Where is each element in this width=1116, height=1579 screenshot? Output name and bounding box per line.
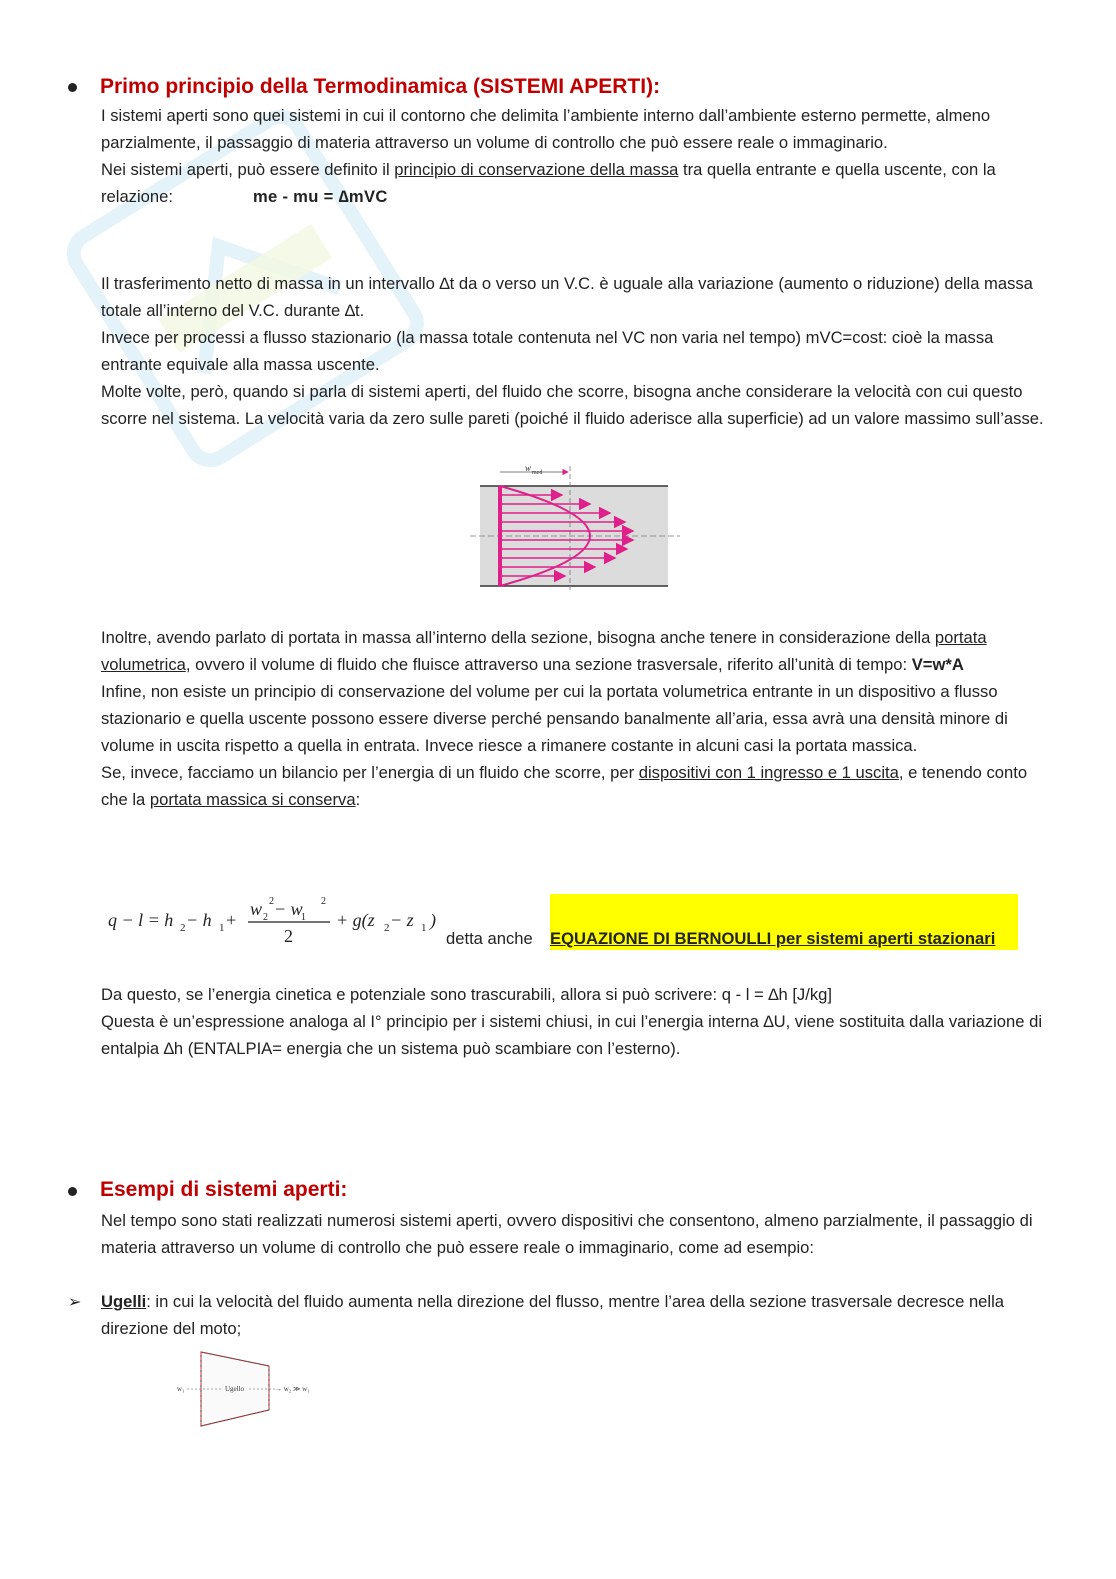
formula-sub: 2 <box>263 912 268 923</box>
text: : in cui la velocità del fluido aumenta nella direzione del flusso, mentre l’area della sezione trasversale decresce nella direzione del moto; <box>101 1292 1005 1338</box>
text: , e tenendo conto che la <box>101 763 1028 809</box>
section-heading-primo-principio: Primo principio della Termodinamica (SISTEMI APERTI): <box>100 75 661 98</box>
nozzle-outlet-label: → w₂ ≫ w₁ <box>275 1385 310 1393</box>
list-item-ugelli <box>101 1288 1051 1342</box>
formula-sub: 1 <box>301 912 306 923</box>
formula-lhs: q − l = h <box>108 910 174 930</box>
formula-sub: 1 <box>219 922 225 934</box>
paragraph: I sistemi aperti sono quei sistemi in cui il contorno che delimita l’ambiente interno dall’ambiente esterno permette, almeno parzialmente, il passaggio di materia attraverso un volume di controllo che può essere reale o immaginario. <box>101 106 991 152</box>
underlined-term: dispositivi con 1 ingresso e 1 uscita <box>638 763 899 782</box>
detta-anche-text: detta anche <box>446 929 533 948</box>
formula-num-w: w <box>250 899 263 919</box>
nozzle-label: Ugello <box>225 1385 245 1393</box>
bernoulli-formula <box>108 892 448 950</box>
paragraph-block-4 <box>101 981 1051 1062</box>
bullet <box>68 1187 77 1196</box>
paragraph: Invece per processi a flusso stazionario (la massa totale contenuta nel VC non varia nel tempo) mVC=cost: cioè la massa entrante equivale alla massa uscente. <box>101 328 994 374</box>
formula-sup: 2 <box>269 896 274 907</box>
term-ugelli: Ugelli <box>101 1292 147 1311</box>
text: : <box>355 790 361 809</box>
paragraph: Nel tempo sono stati realizzati numerosi sistemi aperti, ovvero dispositivi che consentono, almeno parzialmente, il passaggio di materia attraverso un volume di controllo che può essere reale o immaginario, come ad esempio: <box>101 1211 1033 1257</box>
text: , ovvero il volume di fluido che fluisce attraverso una sezione trasversale, riferito all’unità di tempo: <box>185 655 912 674</box>
paragraph <box>101 1288 1051 1342</box>
text: Nei sistemi aperti, può essere definito il <box>101 160 395 179</box>
paragraph: Questa è un’espressione analoga al I° principio per i sistemi chiusi, in cui l’energia interna ∆U, viene sostituita dalla variazione di entalpia ∆h (ENTALPIA= energia che un sistema può scambiare con l’esterno). <box>101 1012 1043 1058</box>
underlined-term: portata massica si conserva <box>149 790 356 809</box>
formula-close: ) <box>430 910 436 930</box>
text: Inoltre, avendo parlato di portata in massa all’interno della sezione, bisogna anche tenere in considerazione della <box>101 628 935 647</box>
underlined-term: portata volumetrica <box>101 628 987 674</box>
formula-sup: 2 <box>321 896 326 907</box>
mass-equation: me - mu = ∆mVC <box>252 187 388 206</box>
underlined-term: principio di conservazione della massa <box>394 160 679 179</box>
formula-g: + g(z <box>336 910 375 930</box>
formula-den: 2 <box>284 926 293 946</box>
formula-minus-z: − z <box>390 910 414 930</box>
text: Se, invece, facciamo un bilancio per l’energia di un fluido che scorre, per <box>101 763 639 782</box>
formula-sub: 2 <box>384 922 390 934</box>
velocity-profile-figure <box>470 462 680 594</box>
bernoulli-equation-title: EQUAZIONE DI BERNOULLI per sistemi aperti stazionari <box>550 929 996 948</box>
arrow-bullet-icon: ➢ <box>68 1294 82 1311</box>
section-heading-esempi: Esempi di sistemi aperti: <box>100 1178 348 1201</box>
paragraph: Infine, non esiste un principio di conservazione del volume per cui la portata volumetrica entrante in un dispositivo a flusso stazionario e quella uscente possono essere diverse perché pensando banalmente all’aria, essa avrà una densità minore di volume in uscita rispetto a quella in entrata. Invece riesce a rimanere costante in alcuni casi la portata massica. <box>101 682 1008 755</box>
formula-sub: 2 <box>180 922 186 934</box>
paragraph-block-3 <box>101 624 1051 813</box>
formula-plus: + <box>225 910 238 930</box>
paragraph-block-5 <box>101 1207 1051 1261</box>
volumetric-equation: V=w*A <box>911 655 964 674</box>
paragraph: Molte volte, però, quando si parla di sistemi aperti, del fluido che scorre, bisogna anche considerare la velocità con cui questo scorre nel sistema. La velocità varia da zero sulle pareti (poiché il fluido aderisce alla superficie) ad un valore massimo sull’asse. <box>101 382 1044 428</box>
nozzle-inlet-label: w₁ <box>177 1385 185 1393</box>
paragraph-block-1 <box>101 102 1051 210</box>
wmed-label: w <box>525 463 532 473</box>
bullet <box>68 83 77 92</box>
paragraph <box>101 624 1051 678</box>
formula-sub: 1 <box>421 922 427 934</box>
formula-minus-h: − h <box>186 910 212 930</box>
nozzle-figure <box>175 1348 315 1430</box>
paragraph <box>101 759 1051 813</box>
paragraph: Il trasferimento netto di massa in un intervallo ∆t da o verso un V.C. è uguale alla variazione (aumento o riduzione) della massa totale all’interno del V.C. durante ∆t. <box>101 274 1033 320</box>
paragraph-block-2 <box>101 270 1051 432</box>
paragraph: Da questo, se l’energia cinetica e potenziale sono trascurabili, allora si può scrivere: q - l = ∆h [J/kg] <box>101 985 832 1004</box>
wmed-subscript: med <box>532 470 543 476</box>
paragraph <box>101 156 1051 210</box>
text: tra quella entrante e quella uscente, con la relazione: <box>101 160 996 206</box>
formula-num-minus-w: − w <box>274 899 303 919</box>
